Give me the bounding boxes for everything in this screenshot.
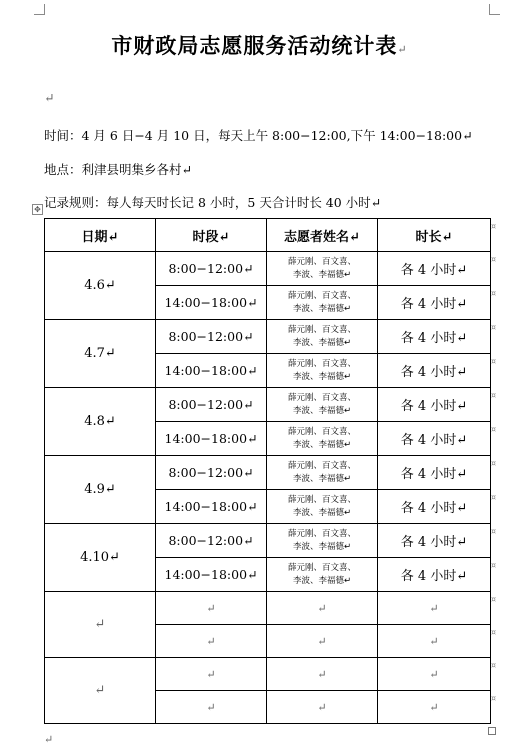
paragraph-mark: ↵ [397,43,408,56]
blank-slot-cell[interactable]: ↵ [156,658,267,691]
place-paragraph[interactable]: 地点：利津县明集乡各村↵ [44,162,192,177]
names-cell[interactable] [267,422,378,456]
header-date[interactable]: 日期↵ [45,219,156,252]
table-row [45,456,491,490]
table-body [45,252,491,724]
duration-cell[interactable]: 各 4 小时↵ [378,422,491,456]
names-line-2: 李波、李福德↵ [292,541,352,552]
blank-names-cell[interactable]: ↵ [267,658,378,691]
table-row [45,320,491,354]
duration-cell[interactable]: 各 4 小时↵ [378,388,491,422]
slot-cell[interactable]: 8:00−12:00↵ [156,456,267,490]
table-row [45,388,491,422]
duration-cell[interactable]: 各 4 小时↵ [378,286,491,320]
blank-duration-cell[interactable]: ↵ [378,625,491,658]
names-line-2: 李波、李福德↵ [292,371,352,382]
blank-slot-cell[interactable]: ↵ [156,592,267,625]
names-cell[interactable] [267,252,378,286]
slot-cell[interactable]: 8:00−12:00↵ [156,524,267,558]
names-cell[interactable] [267,490,378,524]
names-cell[interactable] [267,524,378,558]
row-end-mark: ¤ [491,627,497,637]
row-end-mark: ¤ [491,560,497,570]
date-cell[interactable]: 4.6↵ [45,252,156,320]
row-end-mark: ¤ [491,458,497,468]
slot-cell[interactable]: 14:00−18:00↵ [156,286,267,320]
names-line-1: 薛元刚、百文喜、 [287,494,356,505]
table-header-row [45,219,491,252]
names-line-2: 李波、李福德↵ [292,337,352,348]
row-end-mark: ¤ [491,390,497,400]
time-paragraph[interactable]: 时间：4 月 6 日−4 月 10 日，每天上午 8:00−12:00,下午 14:00−18:00↵ [44,128,473,143]
names-line-2: 李波、李福德↵ [292,405,352,416]
names-line-1: 薛元刚、百文喜、 [287,256,356,267]
date-cell[interactable]: 4.10↵ [45,524,156,592]
blank-date-cell[interactable]: ↵ [45,658,156,724]
table-resize-handle[interactable] [488,727,496,735]
names-cell[interactable] [267,388,378,422]
slot-cell[interactable]: 8:00−12:00↵ [156,320,267,354]
slot-cell[interactable]: 14:00−18:00↵ [156,354,267,388]
names-cell[interactable] [267,354,378,388]
row-end-mark: ¤ [491,693,497,703]
rule-paragraph[interactable]: 记录规则：每人每天时长记 8 小时，5 天合计时长 40 小时↵ [44,195,382,210]
blank-duration-cell[interactable]: ↵ [378,658,491,691]
names-line-1: 薛元刚、百文喜、 [287,392,356,403]
duration-cell[interactable]: 各 4 小时↵ [378,320,491,354]
table-row [45,252,491,286]
duration-cell[interactable]: 各 4 小时↵ [378,252,491,286]
slot-cell[interactable]: 8:00−12:00↵ [156,252,267,286]
names-cell[interactable] [267,456,378,490]
date-cell[interactable]: 4.9↵ [45,456,156,524]
row-end-mark: ¤ [491,254,497,264]
duration-cell[interactable]: 各 4 小时↵ [378,456,491,490]
blank-duration-cell[interactable]: ↵ [378,592,491,625]
slot-cell[interactable]: 14:00−18:00↵ [156,422,267,456]
row-end-mark: ¤ [491,356,497,366]
names-line-1: 薛元刚、百文喜、 [287,324,356,335]
duration-cell[interactable]: 各 4 小时↵ [378,490,491,524]
blank-table-row [45,592,491,625]
names-line-2: 李波、李福德↵ [292,269,352,280]
names-line-2: 李波、李福德↵ [292,303,352,314]
duration-cell[interactable]: 各 4 小时↵ [378,354,491,388]
row-end-mark: ¤ [491,288,497,298]
names-line-1: 薛元刚、百文喜、 [287,562,356,573]
page-corner-mark-top-right [489,4,500,15]
names-line-2: 李波、李福德↵ [292,439,352,450]
blank-date-cell[interactable]: ↵ [45,592,156,658]
names-line-1: 薛元刚、百文喜、 [287,290,356,301]
date-cell[interactable]: 4.8↵ [45,388,156,456]
document-title[interactable] [0,30,519,60]
names-cell[interactable] [267,558,378,592]
volunteer-table [44,218,491,724]
names-line-2: 李波、李福德↵ [292,507,352,518]
slot-cell[interactable]: 14:00−18:00↵ [156,558,267,592]
duration-cell[interactable]: 各 4 小时↵ [378,558,491,592]
row-end-mark: ¤ [491,660,497,670]
row-end-mark: ¤ [491,492,497,502]
table-move-handle-icon[interactable]: ✥ [32,204,43,215]
row-end-mark: ¤ [491,526,497,536]
row-end-mark: ¤ [491,221,497,231]
names-line-1: 薛元刚、百文喜、 [287,460,356,471]
empty-paragraph[interactable]: ↵ [44,90,55,105]
header-volunteer-names[interactable]: 志愿者姓名↵ [267,219,378,252]
row-end-mark: ¤ [491,322,497,332]
names-line-2: 李波、李福德↵ [292,575,352,586]
blank-names-cell[interactable]: ↵ [267,691,378,724]
blank-names-cell[interactable]: ↵ [267,625,378,658]
header-duration[interactable]: 时长↵ [378,219,491,252]
names-cell[interactable] [267,286,378,320]
names-cell[interactable] [267,320,378,354]
names-line-1: 薛元刚、百文喜、 [287,358,356,369]
blank-names-cell[interactable]: ↵ [267,592,378,625]
slot-cell[interactable]: 8:00−12:00↵ [156,388,267,422]
names-line-1: 薛元刚、百文喜、 [287,528,356,539]
final-paragraph-mark[interactable]: ↵ [44,733,54,746]
slot-cell[interactable]: 14:00−18:00↵ [156,490,267,524]
row-end-mark: ¤ [491,424,497,434]
blank-duration-cell[interactable]: ↵ [378,691,491,724]
blank-slot-cell[interactable]: ↵ [156,691,267,724]
table-row [45,524,491,558]
blank-slot-cell[interactable]: ↵ [156,625,267,658]
header-slot[interactable]: 时段↵ [156,219,267,252]
row-end-mark: ¤ [491,594,497,604]
duration-cell[interactable]: 各 4 小时↵ [378,524,491,558]
page-corner-mark-top-left [34,4,45,15]
names-line-2: 李波、李福德↵ [292,473,352,484]
date-cell[interactable]: 4.7↵ [45,320,156,388]
names-line-1: 薛元刚、百文喜、 [287,426,356,437]
blank-table-row [45,658,491,691]
title-text: 市财政局志愿服务活动统计表 [111,33,398,58]
